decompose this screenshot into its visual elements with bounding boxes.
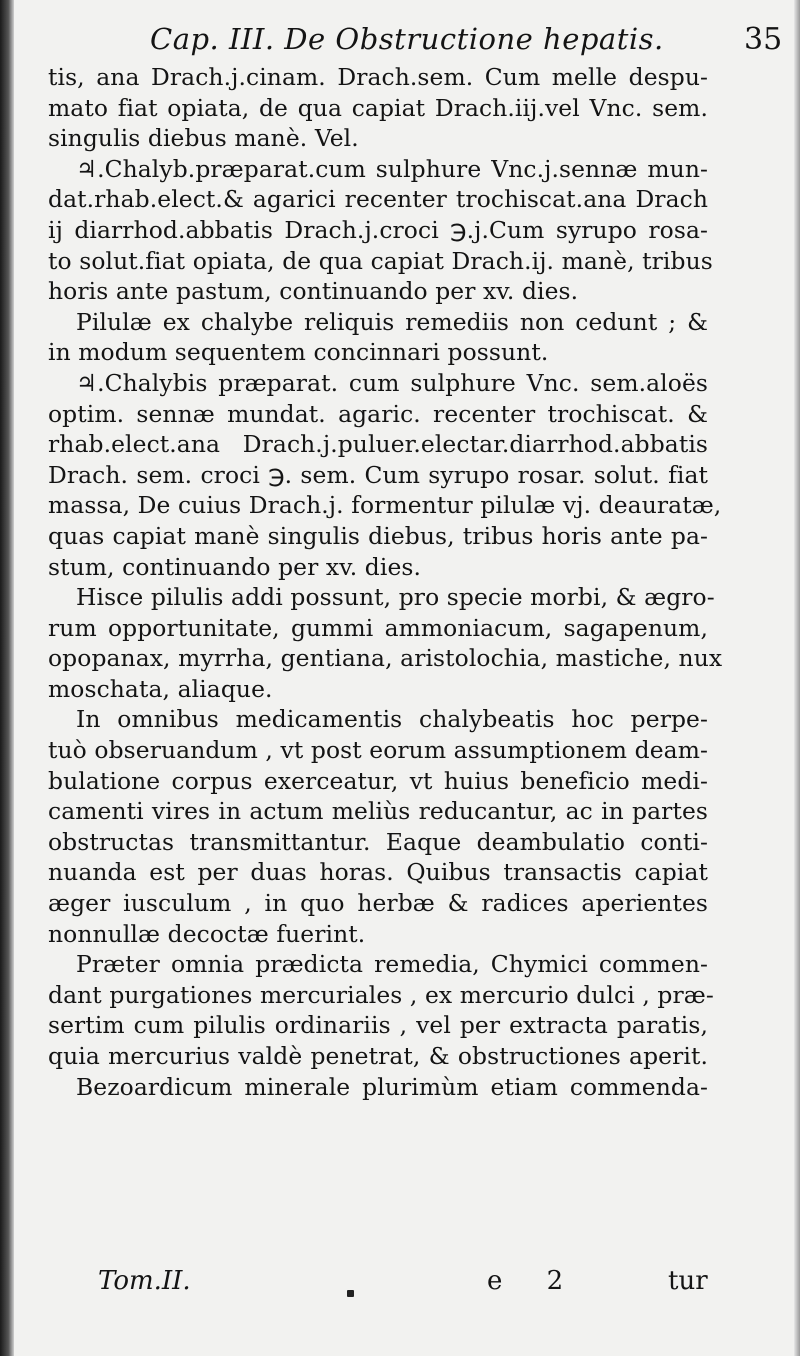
catchword: tur bbox=[668, 1266, 708, 1296]
text-line: nonnullæ decoctæ fuerint. bbox=[48, 919, 366, 948]
text-line: massa, De cuius Drach.j. formentur pilulæ vj. deauratæ, bbox=[48, 491, 722, 520]
text-line: horis ante pastum, continuando per xv. dies. bbox=[48, 277, 579, 306]
running-title: Cap. III. De Obstructione hepatis. bbox=[150, 22, 664, 56]
text-line: quia mercurius valdè penetrat, & obstructiones aperit. bbox=[48, 1042, 708, 1070]
page-footer bbox=[0, 1266, 800, 1306]
text-line: dat.rhab.elect.& agarici recenter trochiscat.ana Drach bbox=[48, 185, 708, 214]
text-line: in modum sequentem concinnari possunt. bbox=[48, 338, 549, 367]
text-line: Drach. sem. croci ℈. sem. Cum syrupo rosar. solut. fiat bbox=[48, 460, 708, 489]
text-line: optim. sennæ mundat. agaric. recenter trochiscat. & bbox=[48, 399, 708, 428]
text-line: rhab.elect.ana Drach.j.puluer.electar.diarrhod.abbatis bbox=[48, 430, 708, 459]
text-line: singulis diebus manè. Vel. bbox=[48, 124, 359, 153]
text-line: stum, continuando per xv. dies. bbox=[48, 552, 422, 581]
text-line: tuò obseruandum , vt post eorum assumptionem deam- bbox=[48, 736, 708, 765]
text-line: dant purgationes mercuriales , ex mercurio dulci , præ- bbox=[48, 980, 714, 1009]
text-line: opopanax, myrrha, gentiana, aristolochia, mastiche, nux bbox=[48, 644, 723, 673]
text-line: tis, ana Drach.j.cinam. Drach.sem. Cum melle despu- bbox=[48, 63, 708, 91]
page-number: 35 bbox=[744, 22, 783, 57]
text-line: nuanda est per duas horas. Quibus transactis capiat bbox=[48, 858, 708, 887]
gathering-signature: e 2 bbox=[487, 1266, 582, 1296]
text-line: bulatione corpus exerceatur, vt huius beneficio medi- bbox=[48, 766, 708, 795]
text-line: mato fiat opiata, de qua capiat Drach.iij.vel Vnc. sem. bbox=[48, 93, 708, 122]
volume-signature: Tom.II. bbox=[98, 1266, 191, 1296]
ink-speck bbox=[347, 1290, 354, 1297]
text-line: Pilulæ ex chalybe reliquis remediis non cedunt ; & bbox=[76, 307, 708, 336]
text-line: rum opportunitate, gummi ammoniacum, sagapenum, bbox=[48, 613, 708, 642]
page-header bbox=[0, 22, 800, 62]
text-line: ♃.Chalyb.præparat.cum sulphure Vnc.j.sennæ mun- bbox=[76, 154, 708, 183]
text-line: æger iusculum , in quo herbæ & radices aperientes bbox=[48, 889, 708, 918]
text-line: obstructas transmittantur. Eaque deambulatio conti- bbox=[48, 827, 708, 856]
text-line: ij diarrhod.abbatis Drach.j.croci ℈.j.Cum syrupo rosa- bbox=[48, 215, 708, 244]
page-edge bbox=[794, 0, 800, 1356]
text-line: camenti vires in actum meliùs reducantur, ac in partes bbox=[48, 797, 708, 826]
text-line: to solut.fiat opiata, de qua capiat Drach.ij. manè, tribus bbox=[48, 246, 713, 275]
text-line: sertim cum pilulis ordinariis , vel per extracta paratis, bbox=[48, 1011, 708, 1040]
text-line: quas capiat manè singulis diebus, tribus horis ante pa- bbox=[48, 521, 708, 550]
page-binding-shadow bbox=[0, 0, 14, 1356]
text-line: In omnibus medicamentis chalybeatis hoc perpe- bbox=[76, 705, 708, 734]
text-line: ♃.Chalybis præparat. cum sulphure Vnc. sem.aloës bbox=[76, 368, 708, 397]
text-line: moschata, aliaque. bbox=[48, 674, 273, 703]
body-text bbox=[48, 62, 723, 1102]
text-line: Præter omnia prædicta remedia, Chymici commen- bbox=[76, 950, 708, 979]
text-line: Bezoardicum minerale plurimùm etiam commenda- bbox=[76, 1072, 708, 1101]
text-line: Hisce pilulis addi possunt, pro specie morbi, & ægro- bbox=[76, 583, 715, 612]
